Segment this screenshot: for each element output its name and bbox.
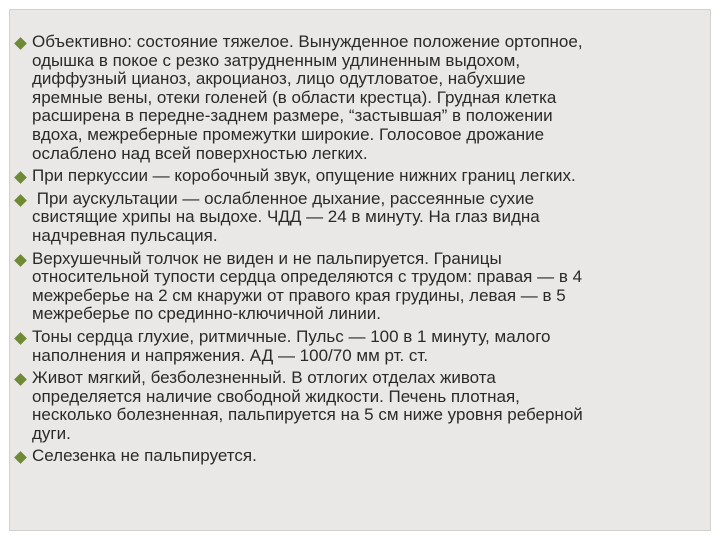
diamond-bullet-icon — [14, 171, 27, 184]
bullet-line: Селезенка не пальпируется. — [32, 446, 257, 466]
bullet-line: определяется наличие свободной жидкости. Печень плотная, — [32, 386, 520, 406]
diamond-bullet-icon — [14, 254, 27, 267]
bullet-line: надчревная пульсация. — [32, 225, 218, 245]
bullet-line: одышка в покое с резко затрудненным удлиненным выдохом, — [32, 50, 521, 70]
bullet-line: яремные вены, отеки голеней (в области крестца). Грудная клетка — [32, 87, 557, 107]
bullet-item — [16, 190, 696, 246]
bullet-line: межреберье по срединно-ключичной линии. — [32, 304, 381, 324]
bullet-line: межреберье на 2 см кнаружи от правого края грудины, левая — в 5 — [32, 285, 566, 305]
bullet-item — [16, 369, 696, 443]
bullet-line: относительной тупости сердца определяются с трудом: правая — в 4 — [32, 267, 583, 287]
bullet-item — [16, 328, 696, 365]
bullet-text — [32, 369, 696, 443]
bullet-line: несколько болезненная, пальпируется на 5 см ниже уровня реберной — [32, 405, 583, 425]
bullet-line: дуги. — [32, 423, 71, 443]
bullet-line: Объективно: состояние тяжелое. Вынужденное положение ортопное, — [32, 32, 583, 51]
bullet-line: диффузный цианоз, акроцианоз, лицо одутловатое, набухшие — [32, 69, 526, 89]
bullet-line: свистящие хрипы на выдохе. ЧДД — 24 в минуту. На глаз видна — [32, 207, 540, 227]
bullet-text — [32, 190, 696, 246]
diamond-bullet-icon — [14, 194, 27, 207]
bullet-line: Живот мягкий, безболезненный. В отлогих отделах живота — [32, 368, 496, 388]
bullet-list — [16, 33, 696, 470]
bullet-text — [32, 33, 696, 163]
bullet-line: При аускультации — ослабленное дыхание, рассеянные сухие — [32, 188, 535, 208]
bullet-item — [16, 167, 696, 186]
diamond-bullet-icon — [14, 373, 27, 386]
bullet-line: наполнения и напряжения. АД — 100/70 мм рт. ст. — [32, 345, 429, 365]
diamond-bullet-icon — [14, 452, 27, 465]
bullet-line: вдоха, межреберные промежутки широкие. Голосовое дрожание — [32, 124, 545, 144]
bullet-line: Тоны сердца глухие, ритмичные. Пульс — 100 в 1 минуту, малого — [32, 326, 551, 346]
diamond-bullet-icon — [14, 37, 27, 50]
bullet-line: Верхушечный толчок не виден и не пальпируется. Границы — [32, 248, 502, 268]
bullet-text — [32, 328, 696, 365]
bullet-item — [16, 33, 696, 163]
bullet-line: расширена в передне-заднем размере, “застывшая” в положении — [32, 106, 553, 126]
diamond-bullet-icon — [14, 332, 27, 345]
bullet-text — [32, 167, 696, 186]
bullet-line: При перкуссии — коробочный звук, опущение нижних границ легких. — [32, 166, 576, 186]
bullet-line: ослаблено над всей поверхностью легких. — [32, 143, 368, 163]
bullet-item — [16, 447, 696, 466]
bullet-text — [32, 447, 696, 466]
bullet-text — [32, 250, 696, 324]
bullet-item — [16, 250, 696, 324]
